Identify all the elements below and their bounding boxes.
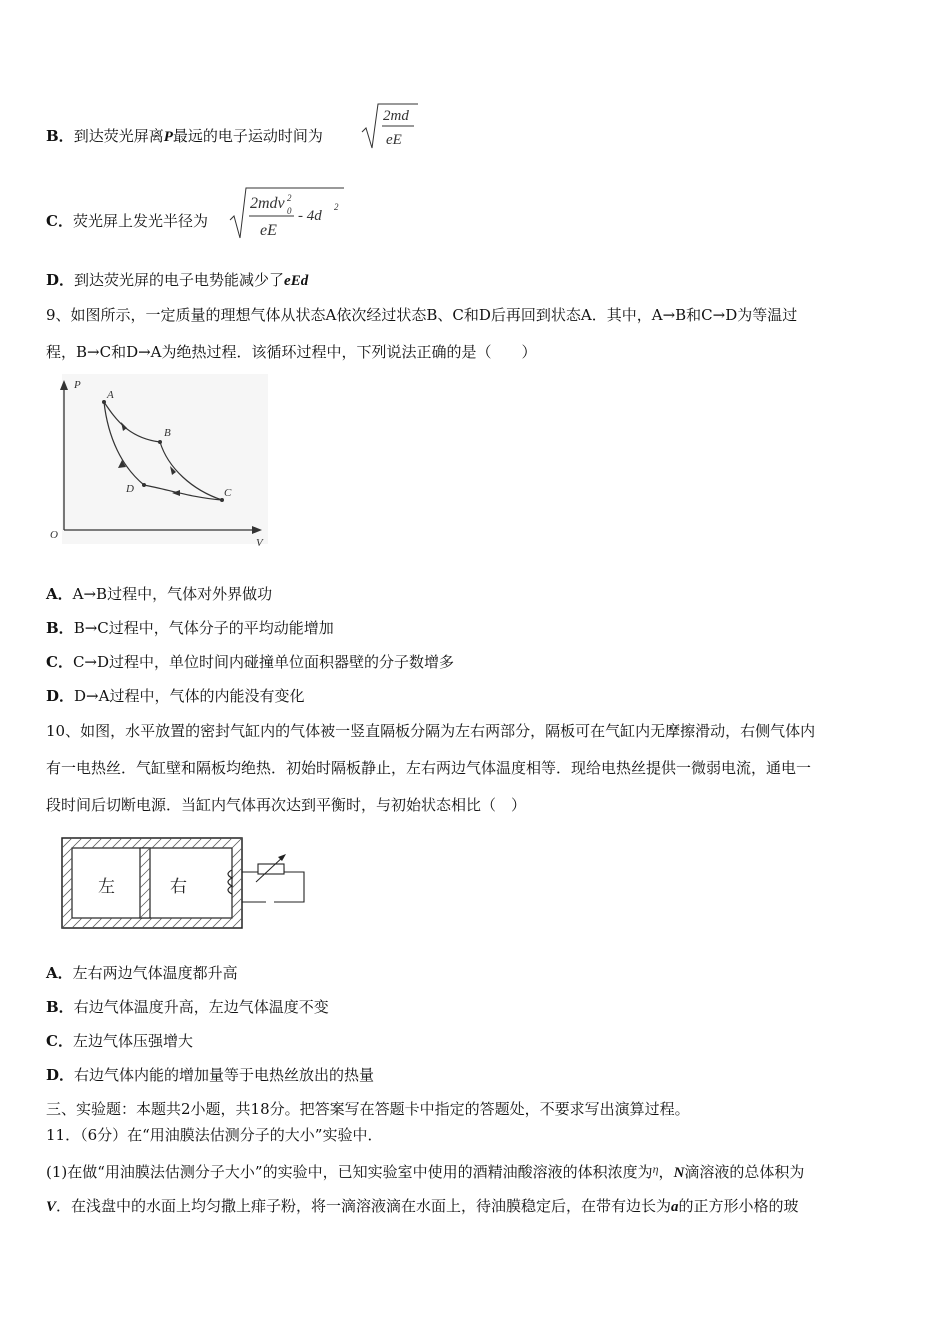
option-letter: C．: [46, 212, 73, 230]
superscript: 2: [287, 193, 292, 203]
tail-term: - 4d: [298, 208, 322, 224]
q8-option-c: [46, 211, 208, 231]
variable: eEd: [284, 273, 309, 289]
q9-stem-line-1: 9、如图所示，一定质量的理想气体从状态A依次经过状态B、C和D后再回到状态A．其中，A→B和C→D为等温过: [46, 306, 798, 324]
option-text: 左边气体压强增大: [72, 1032, 193, 1050]
q9-option-a: [46, 584, 272, 604]
point-d: [142, 483, 146, 487]
option-letter: C．: [46, 653, 73, 671]
option-text: D→A过程中，气体的内能没有变化: [74, 687, 305, 705]
variable: V: [46, 1199, 57, 1215]
q9-option-c: [46, 652, 454, 672]
right-chamber-label: 右: [170, 877, 187, 896]
superscript: 2: [334, 202, 339, 212]
fraction-numerator: 2md: [383, 108, 409, 124]
q10-stem-line-2: 有一电热丝．气缸壁和隔板均绝热．初始时隔板静止，左右两边气体温度相等．现给电热丝提供一微弱电流，通电一: [46, 759, 812, 777]
p-axis-label: P: [74, 379, 81, 391]
option-text: 右边气体内能的增加量等于电热丝放出的热量: [74, 1066, 375, 1084]
text: ，: [658, 1163, 674, 1181]
option-text: A→B过程中，气体对外界做功: [72, 585, 273, 603]
text: ．在浅盘中的水面上均匀撒上痱子粉，将一滴溶液滴在水面上，待油膜稳定后，在带有边长为: [56, 1197, 672, 1215]
option-letter: A．: [46, 964, 73, 982]
left-chamber-label: 左: [98, 877, 115, 896]
point-a: [102, 400, 106, 404]
v-axis-label: V: [256, 537, 263, 549]
pv-diagram: [44, 372, 274, 554]
rheostat: [258, 864, 284, 874]
label-c: C: [224, 487, 232, 499]
text: 的正方形小格的玻: [678, 1197, 799, 1215]
option-text: 左右两边气体温度都升高: [72, 964, 238, 982]
q10-option-b: [46, 997, 329, 1017]
fraction-denominator: eE: [386, 132, 402, 148]
q9-option-d: [46, 686, 304, 706]
cylinder-diagram: [60, 836, 314, 932]
eta-symbol: η: [652, 1162, 659, 1176]
sqrt-expression-c: [228, 184, 348, 242]
option-letter: A．: [46, 585, 73, 603]
option-text: C→D过程中，单位时间内碰撞单位面积器壁的分子数增多: [72, 653, 455, 671]
cylinder-wall-inner: [72, 848, 232, 918]
section-3-heading: 三、实验题：本题共2小题，共18分。把答案写在答题卡中指定的答题处，不要求写出演算过程。: [46, 1100, 690, 1118]
option-text: 到达荧光屏的电子电势能减少了: [74, 271, 285, 289]
q8-option-d: [46, 270, 308, 291]
option-letter: B．: [46, 619, 74, 637]
point-b: [158, 440, 162, 444]
fraction-numerator: 2mdv: [250, 195, 285, 212]
variable: N: [673, 1165, 685, 1181]
option-text: 到达荧光屏离: [73, 127, 164, 145]
origin-label: O: [50, 529, 58, 541]
q10-stem-line-1: 10、如图，水平放置的密封气缸内的气体被一竖直隔板分隔为左右两部分，隔板可在气缸内无摩擦滑动，右侧气体内: [46, 722, 816, 740]
option-letter: B．: [46, 127, 74, 145]
variable: P: [163, 129, 173, 145]
option-letter: C．: [46, 1032, 73, 1050]
q11-heading: 11．（6分）在“用油膜法估测分子的大小”实验中．: [46, 1126, 383, 1144]
q10-option-c: [46, 1031, 193, 1051]
subscript: 0: [287, 206, 292, 216]
text: (1)在做“用油膜法估测分子大小”的实验中，已知实验室中使用的酒精油酸溶液的体积浓度为: [46, 1163, 653, 1181]
q8-option-b: [46, 126, 323, 147]
option-letter: D．: [46, 271, 75, 289]
q10-stem-line-3: 段时间后切断电源．当缸内气体再次达到平衡时，与初始状态相比（ ）: [46, 796, 527, 814]
q9-stem-line-2: 程，B→C和D→A为绝热过程．该循环过程中，下列说法正确的是（ ）: [46, 343, 537, 361]
sqrt-expression-b: [360, 100, 420, 152]
variable: a: [671, 1199, 679, 1215]
q11-line-1: [46, 1159, 804, 1183]
option-text: 荧光屏上发光半径为: [72, 212, 208, 230]
label-a: A: [107, 389, 114, 401]
q9-option-b: [46, 618, 334, 638]
option-text: 最远的电子运动时间为: [172, 127, 323, 145]
q10-option-a: [46, 963, 238, 983]
option-letter: B．: [46, 998, 74, 1016]
figure-background: [62, 374, 268, 544]
option-letter: D．: [46, 687, 75, 705]
text: 滴溶液的总体积为: [684, 1163, 805, 1181]
label-b: B: [164, 427, 171, 439]
option-text: B→C过程中，气体分子的平均动能增加: [73, 619, 334, 637]
option-letter: D．: [46, 1066, 75, 1084]
q10-option-d: [46, 1065, 374, 1085]
fraction-denominator: eE: [260, 222, 277, 239]
option-text: 右边气体温度升高，左边气体温度不变: [73, 998, 329, 1016]
q11-line-2: [46, 1196, 799, 1217]
label-d: D: [126, 483, 134, 495]
